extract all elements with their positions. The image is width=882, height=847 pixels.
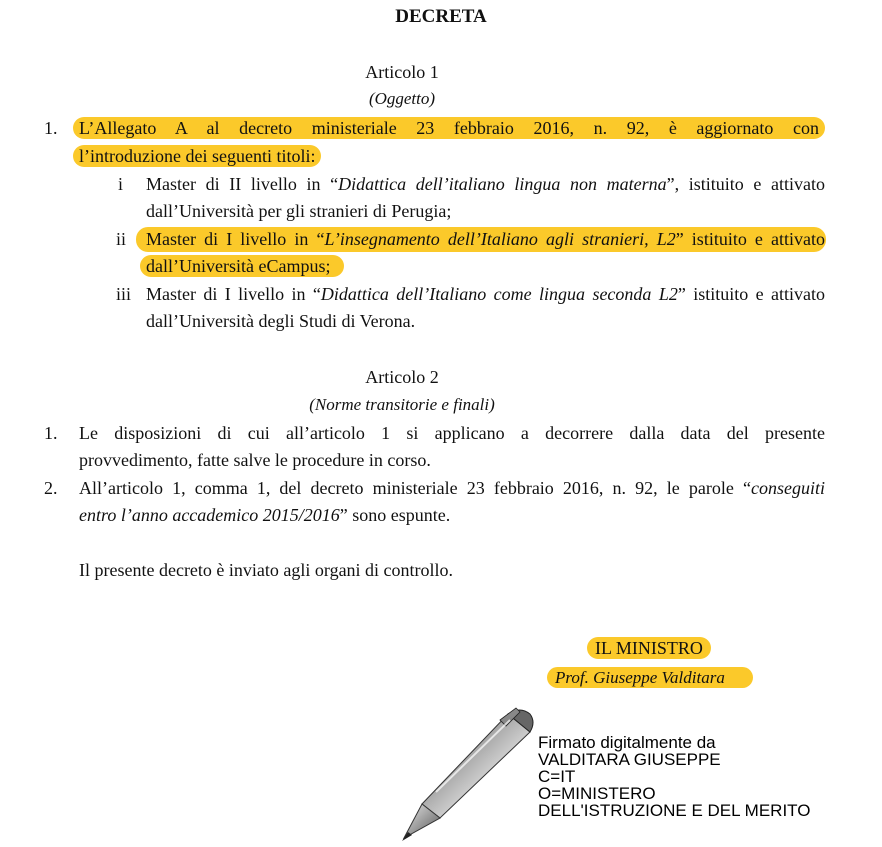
signer-name-text: Prof. Giuseppe Valditara — [555, 668, 725, 687]
list-item-text-post: ” istituito e attivato — [677, 284, 825, 304]
article-1-para-1-line-2: l’introduzione dei seguenti titoli: — [73, 145, 321, 167]
article-1-subtitle-text: (Oggetto) — [368, 89, 436, 108]
list-item-text-pre: Master di I livello in “ — [146, 284, 321, 304]
list-item-text-pre: Master di I livello in “ — [146, 229, 325, 249]
list-item — [146, 229, 825, 250]
list-item-title: L’insegnamento dell’Italiano agli stranieri, L2 — [324, 229, 676, 249]
article-2-title: Articolo 2 — [365, 367, 439, 387]
signer-name — [547, 668, 753, 688]
list-item — [146, 174, 825, 195]
pen-icon — [388, 706, 538, 842]
list-item-line-2: dall’Università degli Studi di Verona. — [146, 311, 416, 331]
signer-role-text: IL MINISTRO — [587, 637, 711, 659]
list-item-number: iii — [116, 284, 132, 304]
article-1-para-1 — [79, 118, 825, 139]
document-heading: DECRETA — [395, 6, 487, 27]
article-2-para-2-line-2 — [79, 505, 450, 526]
digital-signature — [538, 734, 810, 819]
list-item — [146, 284, 825, 305]
article-1-para-1-line-2-wrap — [79, 146, 321, 167]
list-item-text-pre: Master di II livello in “ — [146, 174, 339, 194]
digital-signature-line-2: VALDITARA GIUSEPPE — [538, 750, 721, 769]
article-2-para-2-quote-end: entro l’anno accademico 2015/2016 — [79, 505, 340, 525]
digital-signature-line-4: O=MINISTERO — [538, 784, 656, 803]
list-item-text-post: ” istituito e attivato — [675, 229, 825, 249]
digital-signature-line-3: C=IT — [538, 767, 576, 786]
article-1-title: Articolo 1 — [365, 62, 439, 82]
article-2-para-1-line-2: provvedimento, fatte salve le procedure in corso. — [79, 450, 431, 470]
article-1-subtitle — [0, 89, 804, 109]
article-1-para-1-number: 1. — [44, 118, 58, 138]
article-2-para-1-number: 1. — [44, 423, 58, 443]
list-item-text-post: ”, istituito e attivato — [666, 174, 825, 194]
article-1-para-1-line-1: L’Allegato A al decreto ministeriale 23 febbraio 2016, n. 92, è aggiornato con — [73, 117, 825, 139]
digital-signature-line-5: DELL'ISTRUZIONE E DEL MERITO — [538, 801, 811, 820]
list-item-line-2: dall’Università per gli stranieri di Perugia; — [146, 201, 452, 221]
list-item-title: Didattica dell’italiano lingua non materna — [338, 174, 667, 194]
closing-statement: Il presente decreto è inviato agli organi di controllo. — [79, 560, 454, 580]
article-2-para-2-line-1 — [79, 478, 825, 499]
article-2-para-2-number: 2. — [44, 478, 58, 498]
article-2-subtitle — [0, 395, 804, 415]
list-item-number: ii — [116, 229, 127, 249]
article-2-para-2-text-end: ” sono espunte. — [339, 505, 451, 525]
article-2-para-2-quote-start: conseguiti — [751, 478, 825, 498]
article-2-para-2-text: All’articolo 1, comma 1, del decreto ministeriale 23 febbraio 2016, n. 92, le parole “ — [79, 478, 751, 498]
list-item-title: Didattica dell’Italiano come lingua seconda L2 — [320, 284, 678, 304]
list-item-line-2-text: dall’Università eCampus; — [140, 255, 344, 277]
list-item-line-2 — [146, 256, 344, 277]
article-2-subtitle-text: (Norme transitorie e finali) — [309, 395, 495, 414]
list-item-number: i — [118, 174, 124, 194]
signer-role — [587, 638, 711, 659]
article-2-para-1-line-1: Le disposizioni di cui all’articolo 1 si applicano a decorrere dalla data del presente — [79, 423, 825, 443]
digital-signature-line-1: Firmato digitalmente da — [538, 733, 716, 752]
signer-name-highlight — [547, 667, 753, 688]
